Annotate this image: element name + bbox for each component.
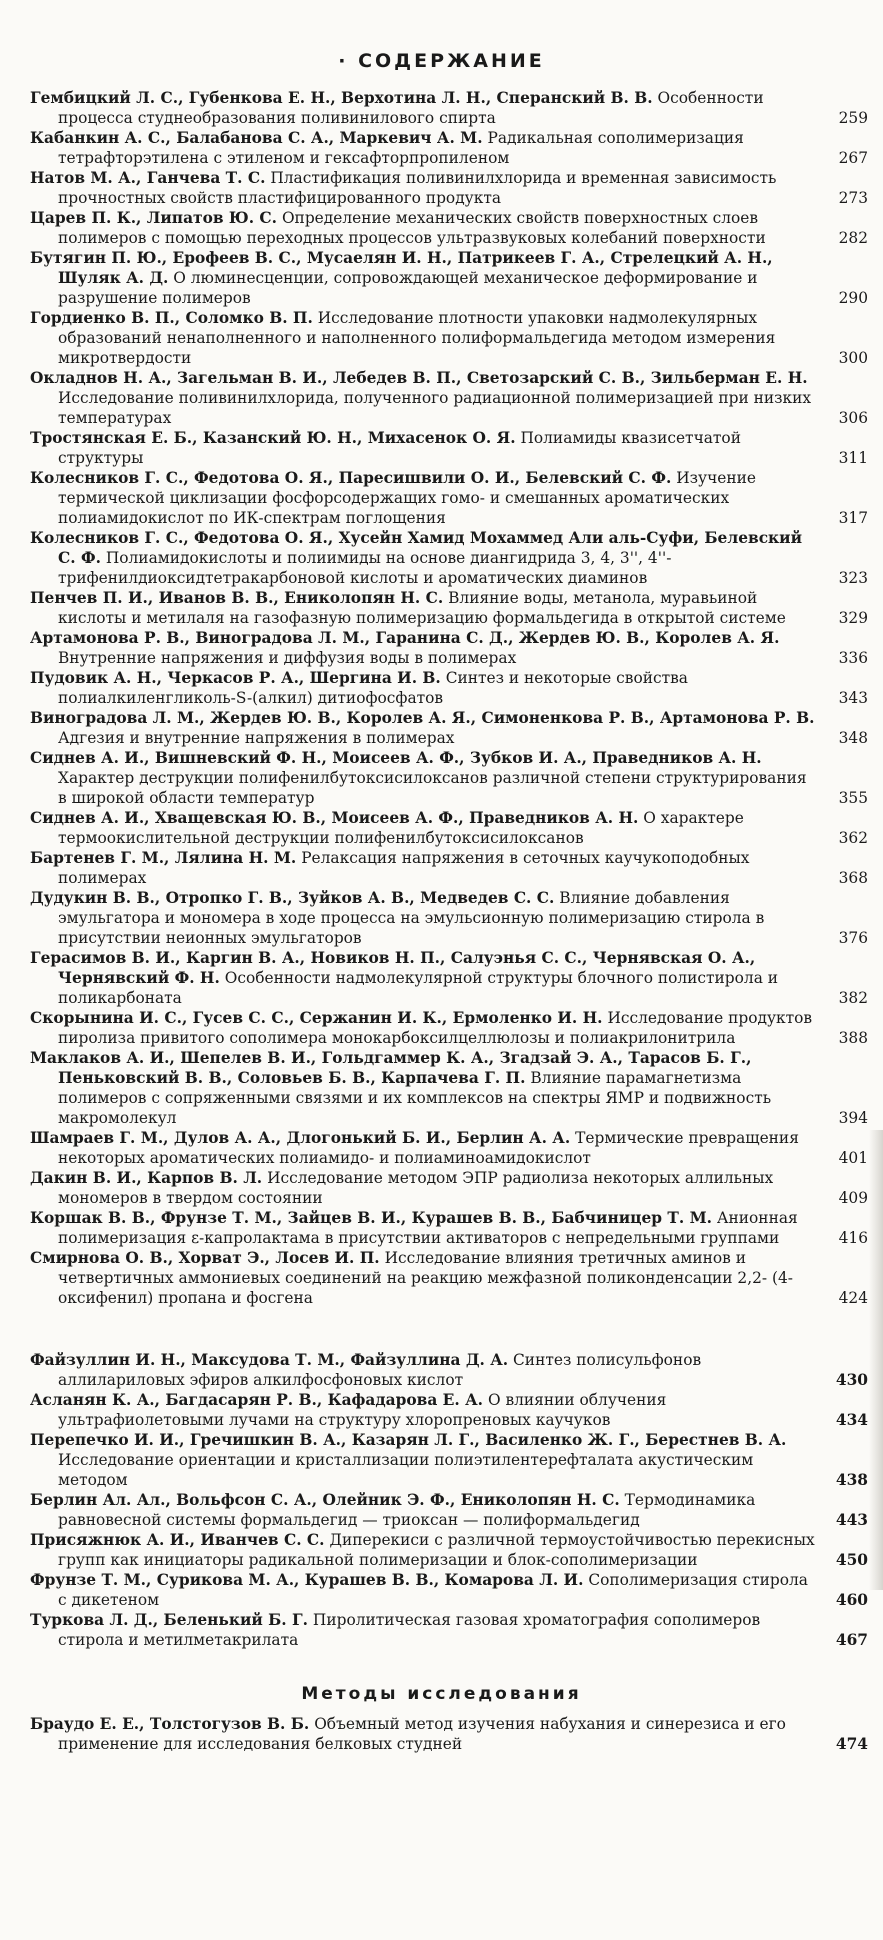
entry-page-number: 348 [838, 729, 868, 747]
toc-entry [28, 308, 868, 368]
entry-title: О влиянии облучения ультрафиолетовыми лучами на структуру хлоропреновых каучуков [58, 1391, 667, 1429]
entry-page-number: 376 [838, 929, 868, 947]
entry-title: Особенности надмолекулярной структуры блочного полистирола и поликарбоната [58, 969, 779, 1007]
toc-entry [28, 1430, 868, 1490]
entry-page-number: 430 [835, 1371, 868, 1389]
entry-title: Исследование поливинилхлорида, полученного радиационной полимеризацией при низких температурах [58, 389, 812, 427]
entry-title: Исследование плотности упаковки надмолекулярных образований ненаполненного и наполненного полиформальдегида методом измерения микротвердости [58, 309, 776, 367]
toc-entry [28, 668, 868, 708]
entry-title: Характер деструкции полифенилбутоксисилоксанов различной степени структурирования в широкой области температур [58, 769, 807, 807]
entry-page-number: 306 [838, 409, 868, 427]
toc-part-2 [0, 1350, 883, 1650]
entry-page-number: 282 [838, 229, 868, 247]
entry-page-number: 329 [838, 609, 868, 627]
entry-title: Пластификация поливинилхлорида и временная зависимость прочностных свойств пластифицированного продукта [58, 169, 777, 207]
entry-title: Влияние парамагнетизма полимеров с сопряженными связями и их комплексов на спектры ЯМР и подвижность макромолекул [58, 1069, 772, 1127]
entry-title: О люминесценции, сопровождающей механическое деформирование и разрушение полимеров [58, 269, 758, 307]
toc-entry [28, 1390, 868, 1430]
toc-entry [28, 248, 868, 308]
toc-entry [28, 1008, 868, 1048]
entry-page-number: 401 [838, 1149, 868, 1167]
section-gap [0, 1308, 883, 1350]
toc-entry [28, 588, 868, 628]
toc-entry [28, 88, 868, 128]
entry-authors: Перепечко И. И., Гречишкин В. А., Казарян Л. Г., Василенко Ж. Г., Берестнев В. А. [30, 1431, 787, 1449]
toc-entry [28, 1570, 868, 1610]
entry-title: Изучение термической циклизации фосфорсодержащих гомо- и смешанных ароматических полиамидокислот по ИК-спектрам поглощения [58, 469, 756, 527]
entry-title: Термодинамика равновесной системы формальдегид — триоксан — полиформальдегид [58, 1491, 756, 1529]
entry-title: Влияние добавления эмульгатора и мономера в ходе процесса на эмульсионную полимеризацию стирола в присутствии неионных эмульгаторов [58, 889, 765, 947]
entry-page-number: 434 [835, 1411, 868, 1429]
entry-title: О характере термоокислительной деструкции полифенилбутоксисилоксанов [58, 809, 744, 847]
entry-page-number: 467 [835, 1631, 868, 1649]
entry-authors: Герасимов В. И., Каргин В. А., Новиков Н. П., Салуэнья С. С., Чернявская О. А., Чернявский Ф. Н. [30, 949, 756, 987]
entry-page-number: 443 [835, 1511, 868, 1529]
toc-entry [28, 948, 868, 1008]
entry-authors: Виноградова Л. М., Жердев Ю. В., Королев А. Я., Симоненкова Р. В., Артамонова Р. В. [30, 709, 815, 727]
entry-page-number: 311 [838, 449, 868, 467]
entry-title: Исследование влияния третичных аминов и четвертичных аммониевых соединений на реакцию межфазной поликонденсации 2,2- (4-оксифенил) пропана и фосгена [58, 1249, 793, 1307]
entry-title: Влияние воды, метанола, муравьиной кислоты и метилаля на газофазную полимеризацию формальдегида в открытой системе [58, 589, 786, 627]
entry-title: Пиролитическая газовая хроматография сополимеров стирола и метилметакрилата [58, 1611, 761, 1649]
entry-title: Объемный метод изучения набухания и синерезиса и его применение для исследования белковых студней [58, 1715, 786, 1753]
entry-title: Термические превращения некоторых ароматических полиамидо- и полиаминоамидокислот [58, 1129, 799, 1167]
entry-authors: Маклаков А. И., Шепелев В. И., Гольдгаммер К. А., Згадзай Э. А., Тарасов Б. Г., Пеньковский В. В., Соловьев Б. В., Карпачева Г. П. [30, 1049, 752, 1087]
toc-entry [28, 428, 868, 468]
entry-authors: Дудукин В. В., Отропко Г. В., Зуйков А. В., Медведев С. С. [30, 889, 555, 907]
entry-page-number: 388 [838, 1029, 868, 1047]
entry-title: Исследование методом ЭПР радиолиза некоторых аллильных мономеров в твердом состоянии [58, 1169, 774, 1207]
entry-authors: Файзуллин И. Н., Максудова Т. М., Файзуллина Д. А. [30, 1351, 509, 1369]
toc-entry [28, 528, 868, 588]
entry-title: Синтез и некоторые свойства полиалкиленгликоль-S-(алкил) дитиофосфатов [58, 669, 688, 707]
entry-authors: Шамраев Г. М., Дулов А. А., Длогонький Б. И., Берлин А. А. [30, 1129, 571, 1147]
entry-authors: Артамонова Р. В., Виноградова Л. М., Гаранина С. Д., Жердев Ю. В., Королев А. Я. [30, 629, 780, 647]
entry-authors: Окладнов Н. А., Загельман В. И., Лебедев В. П., Светозарский С. В., Зильберман Е. Н. [30, 369, 808, 387]
entry-authors: Гордиенко В. П., Соломко В. П. [30, 309, 313, 327]
entry-title: Исследование ориентации и кристаллизации полиэтилентерефталата акустическим методом [58, 1451, 754, 1489]
entry-title: Определение механических свойств поверхностных слоев полимеров с помощью переходных процессов ультразвуковых колебаний поверхности [58, 209, 766, 247]
toc-entry [28, 848, 868, 888]
entry-authors: Коршак В. В., Фрунзе Т. М., Зайцев В. И., Курашев В. В., Бабчиницер Т. М. [30, 1209, 712, 1227]
entry-page-number: 460 [835, 1591, 868, 1609]
entry-page-number: 317 [838, 509, 868, 527]
entry-authors: Сиднев А. И., Вишневский Ф. Н., Моисеев А. Ф., Зубков И. А., Праведников А. Н. [30, 749, 762, 767]
entry-authors: Бутягин П. Ю., Ерофеев В. С., Мусаелян И. Н., Патрикеев Г. А., Стрелецкий А. Н., Шуляк А. Д. [30, 249, 773, 287]
entry-title: Особенности процесса студнеобразования поливинилового спирта [58, 89, 764, 127]
entry-authors: Скорынина И. С., Гусев С. С., Сержанин И. К., Ермоленко И. Н. [30, 1009, 603, 1027]
page-title: · СОДЕРЖАНИЕ [338, 50, 545, 72]
toc-entry [28, 888, 868, 948]
entry-authors: Колесников Г. С., Федотова О. Я., Паресишвили О. И., Белевский С. Ф. [30, 469, 672, 487]
toc-entry [28, 208, 868, 248]
toc-entry [28, 1048, 868, 1128]
entry-title: Релаксация напряжения в сеточных каучукоподобных полимерах [58, 849, 750, 887]
entry-authors: Бартенев Г. М., Лялина Н. М. [30, 849, 297, 867]
entry-authors: Присяжнюк А. И., Иванчев С. С. [30, 1531, 325, 1549]
entry-authors: Дакин В. И., Карпов В. Л. [30, 1169, 263, 1187]
toc-entry [28, 1208, 868, 1248]
toc-entry [28, 1168, 868, 1208]
toc-entry [28, 468, 868, 528]
entry-authors: Туркова Л. Д., Беленький Б. Г. [30, 1611, 309, 1629]
entry-authors: Царев П. К., Липатов Ю. С. [30, 209, 278, 227]
entry-title: Полиамидокислоты и полиимиды на основе диангидрида 3, 4, 3'', 4''-трифенилдиоксидтетракарбоновой кислоты и ароматических диаминов [58, 549, 672, 587]
scan-edge-shadow [869, 1130, 883, 1590]
toc-entry [28, 708, 868, 748]
entry-title: Полиамиды квазисетчатой структуры [58, 429, 741, 467]
entry-page-number: 259 [838, 109, 868, 127]
toc-entry [28, 1530, 868, 1570]
entry-title: Диперекиси с различной термоустойчивостью перекисных групп как инициаторы радикальной полимеризации и блок-сополимеризации [58, 1531, 815, 1569]
toc-entry [28, 368, 868, 428]
toc-entry [28, 1610, 868, 1650]
entry-title: Синтез полисульфонов аллилариловых эфиров алкилфосфоновых кислот [58, 1351, 702, 1389]
toc-entry [28, 1490, 868, 1530]
entry-authors: Пудовик А. Н., Черкасов Р. А., Шергина И. В. [30, 669, 441, 687]
toc-entry [28, 128, 868, 168]
entry-title: Внутренние напряжения и диффузия воды в полимерах [58, 649, 517, 667]
entry-authors: Браудо Е. Е., Толстогузов В. Б. [30, 1715, 310, 1733]
entry-title: Радикальная сополимеризация тетрафторэтилена с этиленом и гексафторпропиленом [58, 129, 744, 167]
toc-entry [28, 1128, 868, 1168]
entry-page-number: 336 [838, 649, 868, 667]
entry-page-number: 450 [835, 1551, 868, 1569]
toc-part-3 [0, 1714, 883, 1754]
entry-authors: Фрунзе Т. М., Сурикова М. А., Курашев В. В., Комарова Л. И. [30, 1571, 584, 1589]
entry-authors: Пенчев П. И., Иванов В. В., Ениколопян Н. С. [30, 589, 444, 607]
toc-entry [28, 1248, 868, 1308]
toc-entry [28, 168, 868, 208]
toc-entry [28, 628, 868, 668]
entry-authors: Колесников Г. С., Федотова О. Я., Хусейн Хамид Мохаммед Али аль-Суфи, Белевский С. Ф. [30, 529, 803, 567]
entry-page-number: 300 [838, 349, 868, 367]
entry-page-number: 424 [838, 1289, 868, 1307]
toc-entry [28, 808, 868, 848]
entry-page-number: 273 [838, 189, 868, 207]
entry-page-number: 355 [838, 789, 868, 807]
entry-page-number: 409 [838, 1189, 868, 1207]
entry-authors: Кабанкин А. С., Балабанова С. А., Маркевич А. М. [30, 129, 483, 147]
entry-authors: Сиднев А. И., Хващевская Ю. В., Моисеев А. Ф., Праведников А. Н. [30, 809, 639, 827]
toc-entry [28, 1714, 868, 1754]
entry-authors: Натов М. А., Ганчева Т. С. [30, 169, 266, 187]
toc-entry [28, 1350, 868, 1390]
section-heading-methods: Методы исследования [301, 1684, 582, 1704]
entry-page-number: 382 [838, 989, 868, 1007]
entry-authors: Берлин Ал. Ал., Вольфсон С. А., Олейник Э. Ф., Ениколопян Н. С. [30, 1491, 620, 1509]
entry-page-number: 323 [838, 569, 868, 587]
entry-page-number: 416 [838, 1229, 868, 1247]
entry-page-number: 343 [838, 689, 868, 707]
toc-entry [28, 748, 868, 808]
entry-title: Анионная полимеризация ε-капролактама в присутствии активаторов с непредельными группами [58, 1209, 798, 1247]
toc-list [0, 88, 883, 1754]
entry-title: Адгезия и внутренние напряжения в полимерах [58, 729, 455, 747]
entry-authors: Смирнова О. В., Хорват Э., Лосев И. П. [30, 1249, 380, 1267]
entry-page-number: 474 [835, 1735, 868, 1753]
entry-page-number: 267 [838, 149, 868, 167]
entry-page-number: 290 [838, 289, 868, 307]
entry-authors: Тростянская Е. Б., Казанский Ю. Н., Михасенок О. Я. [30, 429, 516, 447]
entry-title: Сополимеризация стирола с дикетеном [58, 1571, 808, 1609]
entry-title: Исследование продуктов пиролиза привитого сополимера монокарбоксилцеллюлозы и полиакрилонитрила [58, 1009, 813, 1047]
entry-page-number: 394 [838, 1109, 868, 1127]
toc-part-1 [0, 88, 883, 1308]
entry-authors: Асланян К. А., Багдасарян Р. В., Кафадарова Е. А. [30, 1391, 484, 1409]
entry-page-number: 362 [838, 829, 868, 847]
entry-page-number: 438 [835, 1471, 868, 1489]
entry-authors: Гембицкий Л. С., Губенкова Е. Н., Верхотина Л. Н., Сперанский В. В. [30, 89, 653, 107]
entry-page-number: 368 [838, 869, 868, 887]
